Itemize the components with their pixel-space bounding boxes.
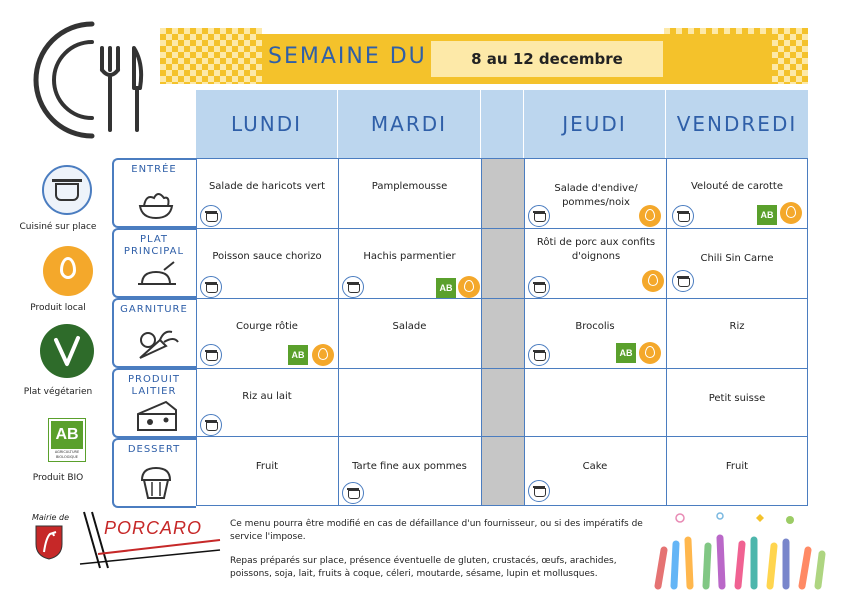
vegetables-icon: [136, 324, 180, 362]
local-product-icon: [458, 276, 480, 298]
category-label: GARNITURE: [120, 304, 188, 315]
cooked-onsite-icon: [528, 344, 550, 366]
local-product-icon: [780, 202, 802, 224]
day-mardi: MARDI: [338, 90, 481, 158]
day-mercredi-empty: [481, 90, 524, 158]
cooked-onsite-icon: [200, 276, 222, 298]
cooked-onsite-icon: [342, 482, 364, 504]
local-product-icon: [639, 342, 661, 364]
category-produit-laitier: [112, 368, 196, 438]
menu-mardi-garniture: Salade: [392, 321, 427, 332]
menu-jeudi-plat: Rôti de porc aux confits d'oignons: [536, 237, 656, 262]
organic-ab-icon: AB AGRICULTURE BIOLOGIQUE: [48, 418, 86, 462]
category-plat-principal: [112, 228, 196, 298]
cooked-onsite-icon: [528, 276, 550, 298]
cooked-onsite-icon: [200, 205, 222, 227]
mairie-label: Mairie de: [32, 513, 70, 522]
menu-jeudi-entree: Salade d'endive/ pommes/noix: [554, 183, 638, 208]
cooked-onsite-icon: [672, 205, 694, 227]
cooked-onsite-icon: [528, 480, 550, 502]
local-product-icon: [312, 344, 334, 366]
menu-mardi-dessert: Tarte fine aux pommes: [352, 461, 467, 472]
category-dessert: [112, 438, 196, 508]
menu-mardi-plat: Hachis parmentier: [363, 251, 456, 262]
menu-vendredi-entree: Velouté de carotte: [690, 181, 783, 192]
day-jeudi: JEUDI: [524, 90, 666, 158]
category-label: ENTRÉE: [131, 164, 177, 175]
menu-lundi-entree: Salade de haricots vert: [208, 181, 326, 192]
menu-lundi-plat: Poisson sauce chorizo: [212, 251, 322, 262]
day-header-row: [196, 90, 808, 158]
menu-lundi-garniture: Courge rôtie: [236, 321, 298, 332]
cooking-pot-icon: [42, 165, 92, 215]
category-label: LAITIER: [131, 386, 177, 397]
category-label: PLAT: [139, 234, 168, 245]
week-dates: 8 au 12 decembre: [430, 40, 664, 78]
cooked-onsite-icon: [200, 414, 222, 436]
coat-of-arms-icon: [34, 524, 64, 560]
organic-bio-icon: AB: [288, 345, 308, 365]
organic-bio-icon: AB: [616, 343, 636, 363]
cheese-icon: [136, 400, 178, 432]
allergen-notice: Repas préparés sur place, présence éventuelle de gluten, crustacés, œufs, arachides, poissons, soja, lait, fruits à coque, céleri, moutarde, sésame, lupin et mollusques.: [230, 556, 617, 579]
menu-lundi-dessert: Fruit: [255, 461, 279, 472]
menu-notice: Ce menu pourra être modifié en cas de défaillance d'un fournisseur, ou si des impératifs de service l'impose.: [230, 519, 643, 542]
day-lundi: LUNDI: [196, 90, 338, 158]
local-pin-icon: [43, 246, 93, 296]
menu-jeudi-garniture: Brocolis: [575, 321, 615, 332]
cooked-onsite-icon: [342, 276, 364, 298]
cooked-onsite-icon: [200, 344, 222, 366]
vegetarian-leaf-icon: [40, 324, 94, 378]
category-label: PRODUIT: [128, 374, 180, 385]
category-label: PRINCIPAL: [123, 246, 185, 257]
category-garniture: [112, 298, 196, 368]
plate-cutlery-icon: [30, 18, 155, 143]
menu-jeudi-dessert: Cake: [582, 461, 608, 472]
category-label: DESSERT: [127, 444, 181, 455]
menu-vendredi-dessert: Fruit: [725, 461, 749, 472]
page-title: SEMAINE DU: [268, 44, 427, 69]
menu-vendredi-laitier: Petit suisse: [708, 393, 766, 404]
local-product-icon: [642, 270, 664, 292]
menu-mardi-entree: Pamplemousse: [371, 181, 448, 192]
organic-bio-icon: AB: [436, 278, 456, 298]
category-entree: [112, 158, 196, 228]
menu-vendredi-garniture: Riz: [729, 321, 745, 332]
organic-bio-icon: AB: [757, 205, 777, 225]
menu-vendredi-plat: Chili Sin Carne: [700, 253, 774, 264]
salad-bowl-icon: [136, 186, 176, 222]
day-vendredi: VENDREDI: [666, 90, 808, 158]
cooked-onsite-icon: [672, 270, 694, 292]
menu-grid: [196, 158, 808, 506]
header-pattern-left: [160, 28, 262, 84]
cooked-onsite-icon: [528, 205, 550, 227]
colorful-hands-icon: [650, 510, 830, 590]
mercredi-column: [481, 158, 524, 506]
cupcake-icon: [136, 462, 176, 502]
menu-lundi-laitier: Riz au lait: [242, 391, 292, 402]
main-dish-icon: [136, 260, 178, 292]
town-name: PORCARO: [104, 518, 203, 538]
local-product-icon: [639, 205, 661, 227]
